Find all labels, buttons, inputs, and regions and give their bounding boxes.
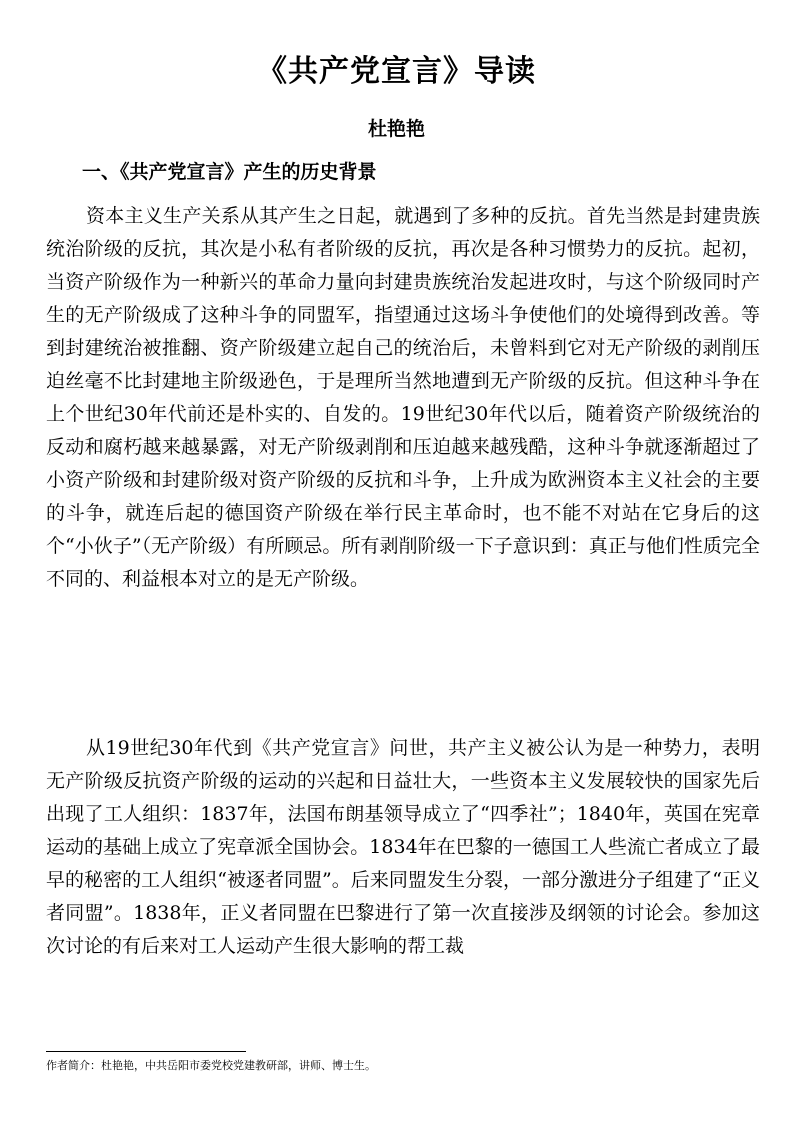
footnote-divider xyxy=(46,1051,246,1052)
author-name: 杜艳艳 xyxy=(367,118,425,140)
body-paragraph-1: 资本主义生产关系从其产生之日起，就遇到了多种的反抗。首先当然是封建贵族统治阶级的反抗，其次是小私有者阶级的反抗，再次是各种习惯势力的反抗。起初，当资产阶级作为一种新兴的革命力量向封建贵族统治发起进攻时，与这个阶级同时产生的无产阶级成了这种斗争的同盟军，指望通过这场斗争使他们的处境得到改善。等到封建统治被推翻、资产阶级建立起自己的统治后，未曾料到它对无产阶级的剥削压迫丝毫不比封建地主阶级逊色，于是理所当然地遭到无产阶级的反抗。但这种斗争在上个世纪30年代前还是朴实的、自发的。19世纪30年代以后，随着资产阶级统治的反动和腐朽越来越暴露，对无产阶级剥削和压迫越来越残酷，这种斗争就逐渐超过了小资产阶级和封建阶级对资产阶级的反抗和斗争，上升成为欧洲资本主义社会的主要的斗争，就连后起的德国资产阶级在举行民主革命时，也不能不对站在它身后的这个“小伙子”（无产阶级）有所顾忌。所有剥削阶级一下子意识到：真正与他们性质完全不同的、利益根本对立的是无产阶级。 xyxy=(46,205,760,590)
body-paragraph-2: 从19世纪30年代到《共产党宣言》问世，共产主义被公认为是一种势力，表明无产阶级反抗资产阶级的运动的兴起和日益壮大，一些资本主义发展较快的国家先后出现了工人组织：1837年，法国布朗基领导成立了“四季社”；1840年，英国在宪章运动的基础上成立了宪章派全国协会。1834年在巴黎的一德国工人些流亡者成立了最早的秘密的工人组织“被逐者同盟”。后来同盟发生分裂，一部分激进分子组建了“正义者同盟”。1838年，正义者同盟在巴黎进行了第一次直接涉及纲领的讨论会。参加这次讨论的有后来对工人运动产生很大影响的帮工裁 xyxy=(46,737,760,957)
section-heading: 一、《共产党宣言》产生的历史背景 xyxy=(82,161,377,183)
page-title: 《共产党宣言》导读 xyxy=(257,54,536,89)
author-footnote: 作者简介：杜艳艳，中共岳阳市委党校党建教研部，讲师、博士生。 xyxy=(46,1059,376,1072)
